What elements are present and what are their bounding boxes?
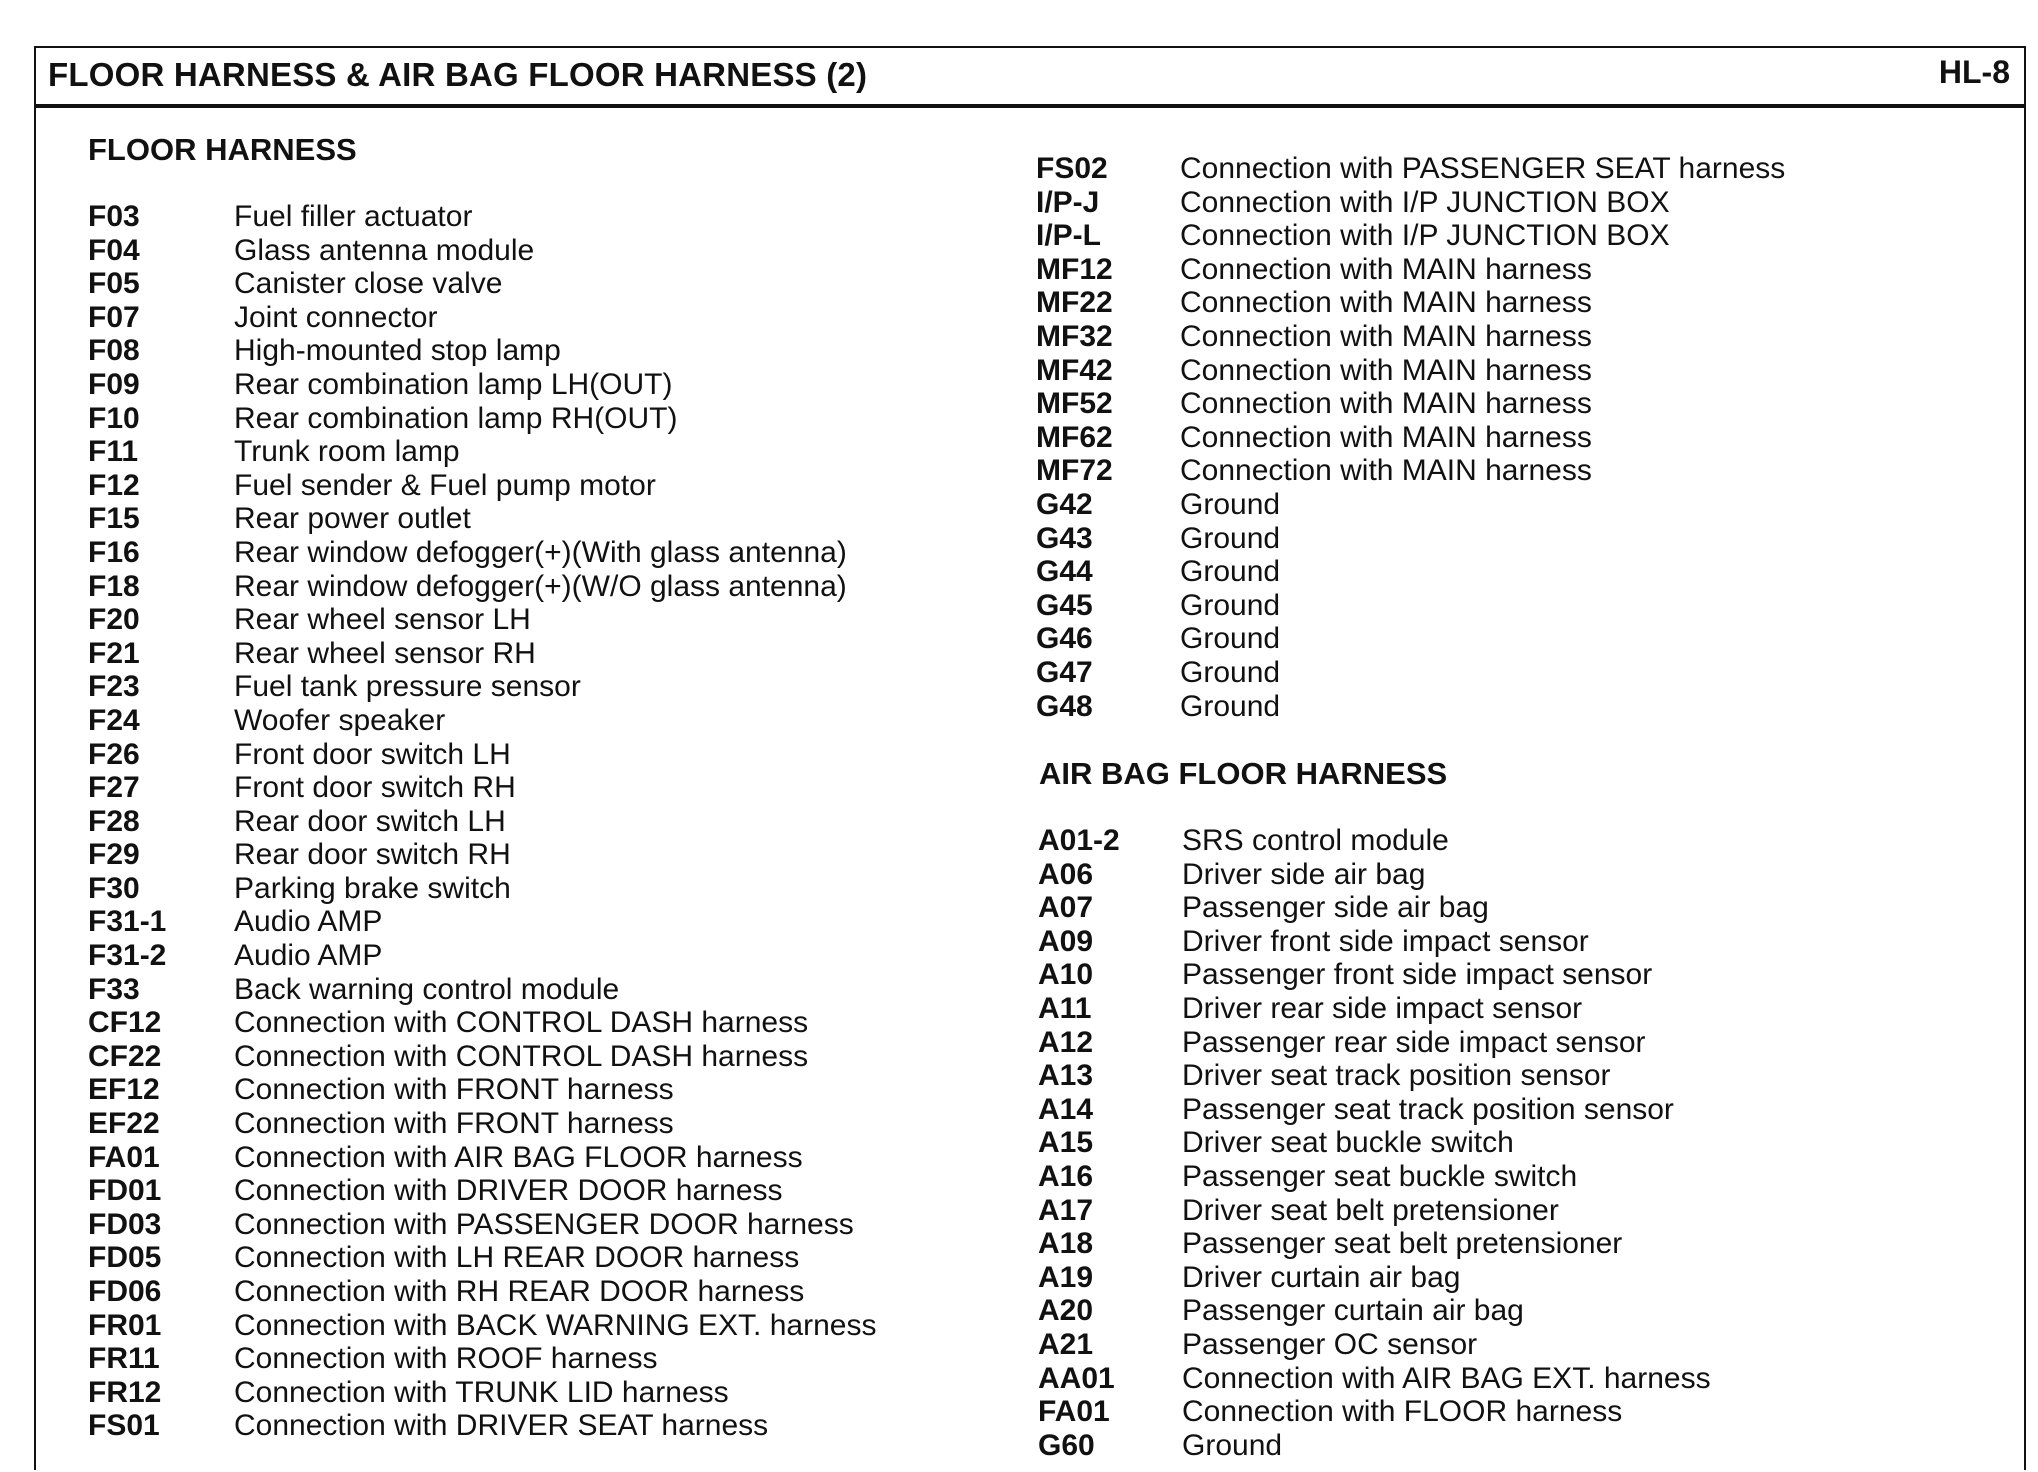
connector-code: G60 [1038, 1428, 1095, 1462]
connector-description: Ground [1180, 655, 1281, 689]
connector-row [88, 939, 876, 973]
connector-code: EF12 [88, 1073, 160, 1107]
connector-description: Rear power outlet [234, 502, 471, 536]
connector-row [88, 1342, 876, 1376]
connector-code: F20 [88, 603, 140, 637]
connector-description: Driver side air bag [1182, 857, 1426, 891]
connector-row [88, 670, 876, 704]
connector-description: Connection with FRONT harness [234, 1073, 674, 1107]
connector-code: MF22 [1036, 286, 1113, 320]
connector-description: Connection with PASSENGER SEAT harness [1180, 152, 1786, 185]
connector-description: Connection with DRIVER SEAT harness [234, 1409, 769, 1443]
connector-description: Ground [1182, 1428, 1283, 1462]
connector-row [88, 1376, 876, 1410]
connector-row [88, 838, 876, 872]
connector-code: A20 [1038, 1294, 1094, 1328]
connector-code: AA01 [1038, 1361, 1115, 1395]
connector-row [1038, 1395, 1711, 1429]
connector-code: FD01 [88, 1174, 162, 1208]
connector-code: A17 [1038, 1193, 1094, 1227]
connector-row [88, 805, 876, 839]
connector-description: Joint connector [234, 300, 438, 334]
connector-row [88, 267, 876, 301]
connector-row [1038, 824, 1711, 858]
connector-code: FD06 [88, 1275, 162, 1308]
connector-row [88, 872, 876, 906]
connector-code: F04 [88, 233, 140, 267]
connector-description: Passenger front side impact sensor [1182, 958, 1653, 992]
connector-code: F08 [88, 334, 140, 368]
connector-code: F26 [88, 737, 140, 771]
connector-description: Fuel tank pressure sensor [234, 670, 581, 704]
connector-row [1036, 656, 1785, 690]
page-title: FLOOR HARNESS & AIR BAG FLOOR HARNESS (2) [48, 56, 868, 93]
air-bag-floor-harness-title: AIR BAG FLOOR HARNESS [1039, 756, 1448, 791]
connector-code: A15 [1038, 1126, 1094, 1160]
connector-row [1036, 186, 1785, 220]
connector-code: FA01 [1038, 1395, 1110, 1429]
connector-code: G48 [1036, 689, 1093, 723]
connector-description: Connection with I/P JUNCTION BOX [1180, 219, 1670, 253]
connector-row [88, 570, 876, 604]
connector-code: G46 [1036, 622, 1093, 656]
connector-code: A13 [1038, 1059, 1094, 1093]
connector-row [88, 1073, 876, 1107]
connector-row [1038, 891, 1711, 925]
connector-code: G43 [1036, 521, 1093, 555]
connector-code: F18 [88, 569, 140, 603]
connector-description: Passenger OC sensor [1182, 1327, 1478, 1361]
connector-code: G45 [1036, 588, 1093, 622]
connector-description: Connection with MAIN harness [1180, 286, 1592, 320]
connector-code: F10 [88, 401, 140, 435]
connector-code: FR01 [88, 1308, 162, 1342]
connector-code: MF12 [1036, 252, 1113, 286]
connector-row [1038, 1026, 1711, 1060]
connector-row [88, 1141, 876, 1175]
connector-code: F03 [88, 200, 140, 233]
connector-code: F15 [88, 502, 140, 536]
connector-description: Woofer speaker [234, 703, 446, 737]
connector-description: Front door switch LH [234, 737, 511, 771]
connector-row [1036, 421, 1785, 455]
connector-row [88, 637, 876, 671]
connector-code: MF72 [1036, 454, 1113, 488]
connector-description: Connection with MAIN harness [1180, 420, 1592, 454]
connector-row [1036, 320, 1785, 354]
connector-code: F21 [88, 636, 140, 670]
connector-code: A07 [1038, 891, 1094, 925]
connector-code: F24 [88, 703, 140, 737]
connector-row [88, 603, 876, 637]
connector-row [88, 1241, 876, 1275]
connector-row [88, 368, 876, 402]
connector-code: A12 [1038, 1025, 1094, 1059]
connector-code: FS02 [1036, 152, 1108, 185]
connector-description: Driver front side impact sensor [1182, 924, 1589, 958]
connector-description: Connection with RH REAR DOOR harness [234, 1275, 805, 1308]
connector-row [88, 402, 876, 436]
connector-description: Driver seat track position sensor [1182, 1059, 1611, 1093]
connector-description: Connection with FLOOR harness [1182, 1395, 1623, 1429]
connector-description: Driver seat belt pretensioner [1182, 1193, 1559, 1227]
connector-code: EF22 [88, 1107, 160, 1141]
connector-code: F09 [88, 367, 140, 401]
connector-description: Connection with MAIN harness [1180, 252, 1592, 286]
connector-row [1036, 152, 1785, 186]
connector-row [1038, 925, 1711, 959]
connector-row [88, 301, 876, 335]
connector-code: G42 [1036, 487, 1093, 521]
connector-description: Connection with AIR BAG EXT. harness [1182, 1361, 1711, 1395]
connector-row [88, 1107, 876, 1141]
connector-code: F31-2 [88, 939, 167, 973]
connector-code: FR12 [88, 1375, 162, 1409]
connector-code: I/P-L [1036, 219, 1101, 253]
connector-description: Fuel sender & Fuel pump motor [234, 468, 656, 502]
connector-description: Back warning control module [234, 972, 620, 1006]
connector-row [1038, 992, 1711, 1026]
connector-description: Connection with PASSENGER DOOR harness [234, 1207, 854, 1241]
connector-code: A19 [1038, 1260, 1094, 1294]
connector-row [88, 502, 876, 536]
connector-description: Passenger seat track position sensor [1182, 1092, 1674, 1126]
connector-row [88, 1174, 876, 1208]
connector-description: Ground [1180, 555, 1281, 589]
connector-code: MF52 [1036, 387, 1113, 421]
connector-row [1038, 958, 1711, 992]
connector-description: Front door switch RH [234, 771, 516, 805]
connector-code: CF22 [88, 1039, 162, 1073]
connector-description: Ground [1180, 622, 1281, 656]
connector-row [88, 536, 876, 570]
connector-description: Ground [1180, 588, 1281, 622]
connector-description: Rear wheel sensor LH [234, 603, 531, 637]
connector-description: Passenger curtain air bag [1182, 1294, 1524, 1328]
connector-code: CF12 [88, 1006, 162, 1040]
connector-description: Driver curtain air bag [1182, 1260, 1461, 1294]
connector-code: MF32 [1036, 319, 1113, 353]
connector-row [1036, 387, 1785, 421]
connector-description: Rear door switch LH [234, 804, 506, 838]
connector-code: A06 [1038, 857, 1094, 891]
connector-row [1036, 488, 1785, 522]
connector-code: A18 [1038, 1227, 1094, 1261]
connector-description: Connection with DRIVER DOOR harness [234, 1174, 783, 1208]
connector-row [1038, 1093, 1711, 1127]
connector-row [88, 1275, 876, 1309]
air-bag-floor-harness-list [1038, 824, 1711, 1462]
connector-row [1038, 1194, 1711, 1228]
connector-description: Passenger rear side impact sensor [1182, 1025, 1646, 1059]
connector-description: Ground [1180, 521, 1281, 555]
connector-code: F07 [88, 300, 140, 334]
connector-description: Rear combination lamp RH(OUT) [234, 401, 678, 435]
connector-row [1038, 1294, 1711, 1328]
connector-row [88, 973, 876, 1007]
connector-row [88, 1309, 876, 1343]
connector-code: G44 [1036, 555, 1093, 589]
connector-row [1036, 454, 1785, 488]
connector-code: FA01 [88, 1140, 160, 1174]
connector-description: Ground [1180, 487, 1281, 521]
connector-description: Canister close valve [234, 267, 503, 301]
connector-row [1038, 1429, 1711, 1463]
connector-description: Driver rear side impact sensor [1182, 991, 1583, 1025]
connector-row [1036, 589, 1785, 623]
connector-row [1038, 858, 1711, 892]
connector-row [1038, 1059, 1711, 1093]
connector-description: Ground [1180, 689, 1281, 723]
connector-code: A14 [1038, 1092, 1094, 1126]
connector-row [88, 771, 876, 805]
connector-code: MF42 [1036, 353, 1113, 387]
connector-row [1036, 219, 1785, 253]
connector-row [1036, 622, 1785, 656]
connector-description: Rear combination lamp LH(OUT) [234, 367, 673, 401]
connector-code: FS01 [88, 1409, 160, 1443]
connector-code: FD05 [88, 1241, 162, 1275]
document-page [34, 46, 2026, 1470]
connector-row [1036, 286, 1785, 320]
connector-row [1038, 1261, 1711, 1295]
connector-code: A01-2 [1038, 824, 1120, 857]
connector-code: A21 [1038, 1327, 1094, 1361]
page-code: HL-8 [1938, 54, 2010, 90]
connector-row [1038, 1362, 1711, 1396]
connector-row [1038, 1160, 1711, 1194]
connector-description: Connection with FRONT harness [234, 1107, 674, 1141]
connector-code: MF62 [1036, 420, 1113, 454]
connector-row [88, 1409, 876, 1443]
floor-harness-title: FLOOR HARNESS [88, 132, 357, 167]
connector-code: F05 [88, 267, 140, 301]
connector-description: Rear door switch RH [234, 838, 511, 872]
connector-row [88, 1040, 876, 1074]
connector-code: F29 [88, 838, 140, 872]
connector-code: F23 [88, 670, 140, 704]
connector-description: Trunk room lamp [234, 435, 460, 469]
connector-description: Passenger seat buckle switch [1182, 1159, 1578, 1193]
connector-row [1036, 690, 1785, 724]
connector-code: A10 [1038, 958, 1094, 992]
connector-row [88, 200, 876, 234]
page-header [36, 48, 2024, 108]
connector-description: Connection with ROOF harness [234, 1342, 658, 1376]
connector-row [88, 469, 876, 503]
connector-code: F27 [88, 771, 140, 805]
connector-row [88, 738, 876, 772]
connector-description: Rear wheel sensor RH [234, 636, 536, 670]
connector-code: FD03 [88, 1207, 162, 1241]
connector-description: Passenger seat belt pretensioner [1182, 1227, 1623, 1261]
connector-description: Rear window defogger(+)(W/O glass antenna) [234, 569, 847, 603]
connector-description: Rear window defogger(+)(With glass antenna) [234, 535, 847, 569]
connector-row [88, 334, 876, 368]
connector-description: Connection with TRUNK LID harness [234, 1375, 729, 1409]
connector-description: Audio AMP [234, 939, 383, 973]
connector-code: F33 [88, 972, 140, 1006]
connector-description: SRS control module [1182, 824, 1449, 857]
connector-row [1036, 522, 1785, 556]
connector-description: Glass antenna module [234, 233, 535, 267]
connector-description: Connection with MAIN harness [1180, 319, 1592, 353]
connector-code: F12 [88, 468, 140, 502]
connector-row [1036, 253, 1785, 287]
connector-description: Connection with MAIN harness [1180, 353, 1592, 387]
connector-code: FR11 [88, 1342, 160, 1376]
connector-row [1038, 1328, 1711, 1362]
connector-code: A09 [1038, 924, 1094, 958]
connector-code: F31-1 [88, 905, 167, 939]
connector-code: A11 [1038, 991, 1092, 1025]
connector-description: Connection with CONTROL DASH harness [234, 1039, 809, 1073]
connector-code: F16 [88, 535, 140, 569]
connector-row [88, 435, 876, 469]
floor-harness-list-continued [1036, 152, 1785, 723]
connector-description: Connection with CONTROL DASH harness [234, 1006, 809, 1040]
connector-code: F11 [88, 435, 139, 469]
connector-description: Connection with LH REAR DOOR harness [234, 1241, 800, 1275]
connector-description: Connection with I/P JUNCTION BOX [1180, 185, 1670, 219]
connector-description: Fuel filler actuator [234, 200, 473, 233]
connector-row [1036, 354, 1785, 388]
connector-code: F30 [88, 871, 140, 905]
connector-row [1038, 1126, 1711, 1160]
connector-row [88, 905, 876, 939]
connector-description: Connection with BACK WARNING EXT. harness [234, 1308, 877, 1342]
connector-description: Connection with AIR BAG FLOOR harness [234, 1140, 803, 1174]
connector-row [88, 1208, 876, 1242]
connector-row [1038, 1227, 1711, 1261]
connector-description: Passenger side air bag [1182, 891, 1489, 925]
connector-description: High-mounted stop lamp [234, 334, 561, 368]
connector-code: I/P-J [1036, 185, 1100, 219]
connector-description: Connection with MAIN harness [1180, 387, 1592, 421]
connector-description: Parking brake switch [234, 871, 511, 905]
connector-row [88, 234, 876, 268]
connector-description: Connection with MAIN harness [1180, 454, 1592, 488]
connector-description: Audio AMP [234, 905, 383, 939]
floor-harness-list [88, 200, 876, 1443]
connector-row [88, 704, 876, 738]
connector-code: G47 [1036, 655, 1093, 689]
connector-code: A16 [1038, 1159, 1094, 1193]
connector-description: Driver seat buckle switch [1182, 1126, 1514, 1160]
connector-row [1036, 555, 1785, 589]
connector-row [88, 1006, 876, 1040]
connector-code: F28 [88, 804, 140, 838]
